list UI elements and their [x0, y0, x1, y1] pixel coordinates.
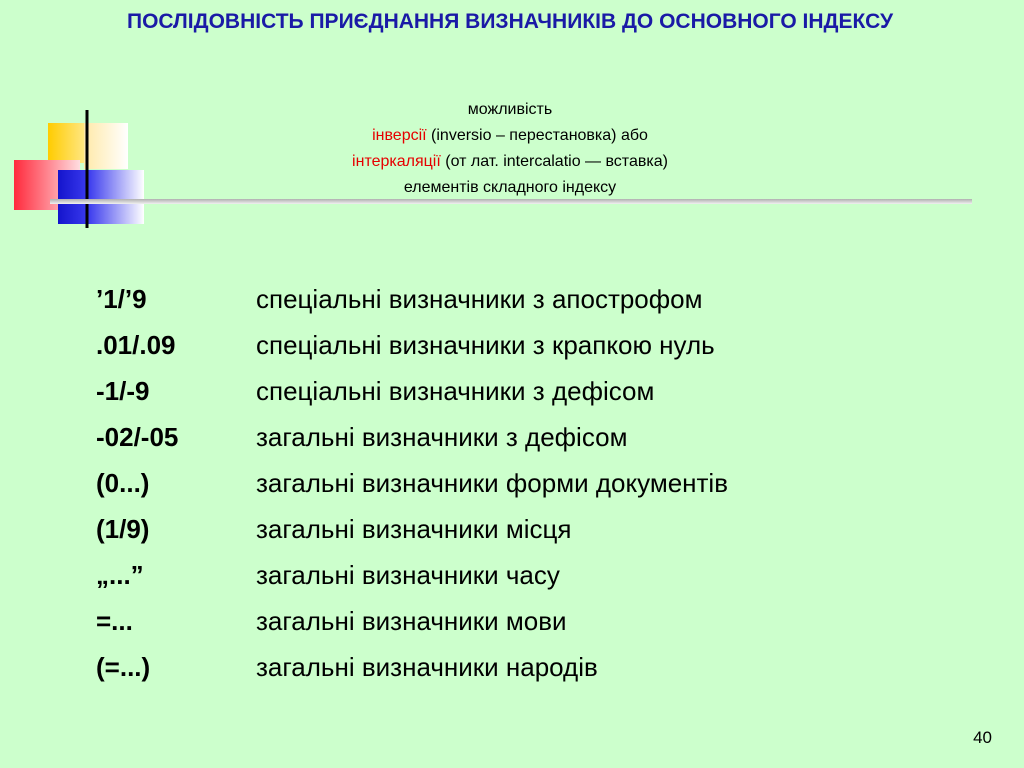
entry-code: -02/-05	[96, 421, 179, 452]
entry-code: .01/.09	[96, 329, 176, 360]
determinant-list	[96, 276, 728, 690]
yellow-square	[48, 123, 84, 163]
slide-title: ПОСЛІДОВНІСТЬ ПРИЄДНАННЯ ВИЗНАЧНИКІВ ДО ОСНОВНОГО ІНДЕКСУ	[126, 10, 894, 33]
entry-code: (=...)	[96, 651, 151, 682]
entry-description: загальні визначники мови	[256, 605, 567, 636]
entry-description: загальні визначники народів	[256, 651, 598, 682]
page-number: 40	[973, 728, 992, 747]
decorative-squares	[0, 0, 160, 240]
entry-code: „...”	[96, 559, 144, 590]
entry-description: спеціальні визначники з крапкою нуль	[256, 329, 715, 360]
list-item	[96, 506, 728, 552]
entry-description: спеціальні визначники з апострофом	[256, 283, 703, 314]
entry-code: -1/-9	[96, 375, 150, 406]
entry-description: загальні визначники часу	[256, 559, 560, 590]
list-item	[96, 276, 728, 322]
entry-description: загальні визначники з дефісом	[256, 421, 628, 452]
entry-code: (0...)	[96, 467, 150, 498]
inversion-definition: (inversio – перестановка) або	[426, 127, 648, 144]
list-item	[96, 552, 728, 598]
entry-description: загальні визначники місця	[256, 513, 572, 544]
list-item	[96, 414, 728, 460]
inversion-term: інверсії	[372, 127, 427, 144]
subtitle-line-2	[160, 123, 860, 149]
entry-code: ’1/’9	[96, 283, 147, 314]
list-item	[96, 644, 728, 690]
list-item	[96, 598, 728, 644]
subtitle	[160, 97, 860, 201]
intercalation-definition: (от лат. intercalatio — вставка)	[440, 153, 668, 170]
divider-rule	[50, 199, 972, 204]
entry-code: =...	[96, 605, 133, 636]
entry-description: загальні визначники форми документів	[256, 467, 729, 498]
subtitle-line-3	[160, 149, 860, 175]
entry-description: спеціальні визначники з дефісом	[256, 375, 655, 406]
light-yellow-square	[84, 123, 128, 169]
blue-square	[58, 170, 144, 224]
subtitle-line-4: елементів складного індексу	[403, 179, 617, 196]
subtitle-line-1: можливість	[467, 101, 553, 118]
list-item	[96, 322, 728, 368]
list-item	[96, 460, 728, 506]
list-item	[96, 368, 728, 414]
intercalation-term: інтеркаляції	[352, 153, 441, 170]
entry-code: (1/9)	[96, 513, 150, 544]
